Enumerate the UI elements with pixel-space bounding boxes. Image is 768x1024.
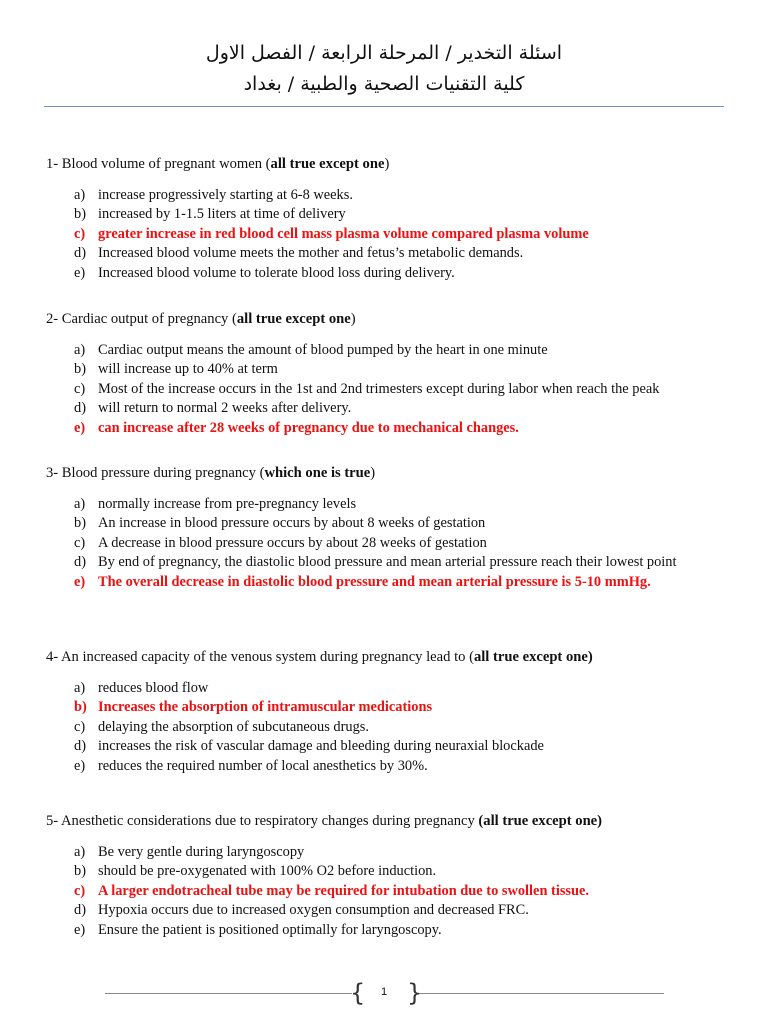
header-title-line-1: اسئلة التخدير / المرحلة الرابعة / الفصل الاول [205, 42, 563, 64]
footer-left-brace-icon: { [350, 979, 366, 1007]
option-d: d) Increased blood volume meets the mother and fetus’s metabolic demands. [74, 245, 524, 262]
option-a: a) Cardiac output means the amount of blood pumped by the heart in one minute [74, 342, 548, 358]
option-a: a) Be very gentle during laryngoscopy [74, 844, 305, 860]
question-4 [46, 647, 736, 776]
option-d: d) will return to normal 2 weeks after delivery. [74, 400, 352, 417]
option-c-correct: c) greater increase in red blood cell mass plasma volume compared plasma volume [74, 225, 589, 242]
option-b-correct: b) Increases the absorption of intramuscular medications [74, 699, 433, 716]
document-header [0, 38, 768, 100]
option-b: b) An increase in blood pressure occurs by about 8 weeks of gestation [74, 515, 486, 532]
question-1 [46, 154, 736, 283]
option-e-correct: e) can increase after 28 weeks of pregnancy due to mechanical changes. [74, 419, 519, 436]
question-title: 3- Blood pressure during pregnancy (which one is true) [46, 465, 376, 481]
option-e: e) Ensure the patient is positioned optimally for laryngoscopy. [74, 921, 442, 938]
option-c: c) A decrease in blood pressure occurs by about 28 weeks of gestation [74, 534, 487, 551]
option-c: c) Most of the increase occurs in the 1st and 2nd trimesters except during labor when reach the peak [74, 380, 660, 397]
question-title: 5- Anesthetic considerations due to respiratory changes during pregnancy (all true except one) [46, 813, 603, 829]
option-b: b) should be pre-oxygenated with 100% O2 before induction. [74, 863, 437, 880]
footer-right-brace-icon: } [407, 979, 423, 1007]
page-number: 1 [380, 986, 388, 998]
option-a: a) reduces blood flow [74, 680, 209, 696]
option-d: d) increases the risk of vascular damage and bleeding during neuraxial blockade [74, 738, 544, 755]
option-c: c) delaying the absorption of subcutaneous drugs. [74, 718, 369, 735]
option-d: d) Hypoxia occurs due to increased oxygen consumption and decreased FRC. [74, 902, 529, 919]
option-b: b) increased by 1-1.5 liters at time of delivery [74, 206, 346, 223]
question-title: 2- Cardiac output of pregnancy (all true except one) [46, 311, 356, 327]
footer-rule-right [417, 993, 664, 994]
option-b: b) will increase up to 40% at term [74, 361, 278, 378]
option-c-correct: c) A larger endotracheal tube may be required for intubation due to swollen tissue. [74, 882, 590, 899]
option-a: a) normally increase from pre-pregnancy levels [74, 496, 357, 512]
option-e: e) reduces the required number of local anesthetics by 30%. [74, 757, 428, 774]
question-3 [46, 463, 736, 592]
question-title: 1- Blood volume of pregnant women (all true except one) [46, 156, 390, 172]
question-title: 4- An increased capacity of the venous system during pregnancy lead to (all true except one) [46, 649, 593, 665]
option-d: d) By end of pregnancy, the diastolic blood pressure and mean arterial pressure reach their lowest point [74, 554, 677, 571]
option-e-correct: e) The overall decrease in diastolic blood pressure and mean arterial pressure is 5-10 mmHg. [74, 573, 651, 590]
question-2 [46, 309, 736, 438]
option-a: a) increase progressively starting at 6-8 weeks. [74, 187, 353, 203]
header-title-line-2: كلية التقنيات الصحية والطبية / بغداد [243, 73, 525, 95]
option-e: e) Increased blood volume to tolerate blood loss during delivery. [74, 264, 455, 281]
footer-rule-left [105, 993, 352, 994]
question-5 [46, 811, 736, 940]
header-divider [44, 106, 724, 107]
